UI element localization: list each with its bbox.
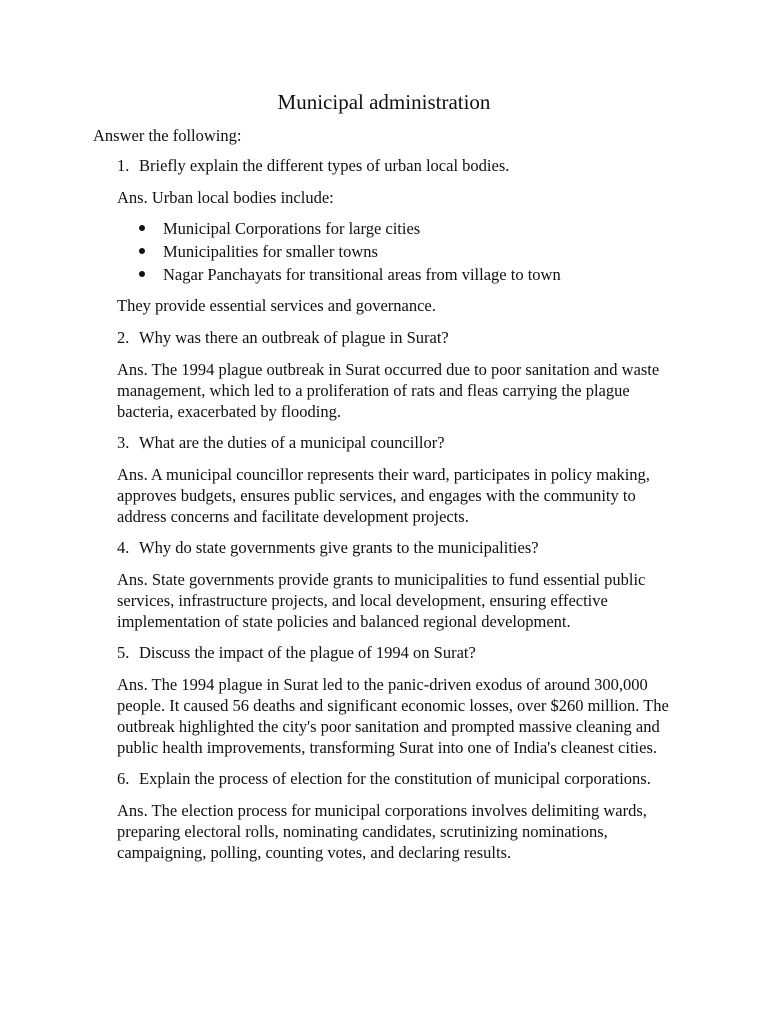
question-6 <box>117 768 677 789</box>
intro-text: Answer the following: <box>93 126 242 145</box>
answer-1-tail: They provide essential services and governance. <box>117 296 436 315</box>
answer-4: Ans. State governments provide grants to municipalities to fund essential public services, infrastructure projects, and local development, ensuring effective implementation of state policies and balanced regional development. <box>117 570 646 631</box>
answer-5: Ans. The 1994 plague in Surat led to the panic-driven exodus of around 300,000 people. It caused 56 deaths and significant economic losses, over $260 million. The outbreak highlighted the city's poor sanitation and prompted massive cleaning and public health improvements, transforming Surat into one of India's cleanest cities. <box>117 675 669 757</box>
bullet-text: Nagar Panchayats for transitional areas from village to town <box>163 265 561 284</box>
bullet-item <box>117 218 677 239</box>
question-number: 1. <box>117 156 130 175</box>
page-title: Municipal administration <box>277 90 491 114</box>
question-2 <box>117 327 677 348</box>
qa-list <box>117 155 677 873</box>
question-4 <box>117 537 677 558</box>
question-number: 4. <box>117 538 130 557</box>
question-number: 2. <box>117 328 130 347</box>
answer-6: Ans. The election process for municipal corporations involves delimiting wards, preparing electoral rolls, nominating candidates, scrutinizing nominations, campaigning, polling, counting votes, and declaring results. <box>117 801 647 862</box>
bullet-text: Municipalities for smaller towns <box>163 242 378 261</box>
question-5 <box>117 642 677 663</box>
bullet-item <box>117 264 677 285</box>
bullet-item <box>117 241 677 262</box>
question-text: What are the duties of a municipal councillor? <box>139 433 445 452</box>
question-3 <box>117 432 677 453</box>
question-text: Discuss the impact of the plague of 1994 on Surat? <box>139 643 476 662</box>
bullet-icon <box>139 271 145 277</box>
answer-1-bullet-list <box>117 218 677 285</box>
question-text: Briefly explain the different types of urban local bodies. <box>139 156 510 175</box>
answer-2: Ans. The 1994 plague outbreak in Surat occurred due to poor sanitation and waste management, which led to a proliferation of rats and fleas carrying the plague bacteria, exacerbated by flooding. <box>117 360 660 421</box>
question-number: 6. <box>117 769 130 788</box>
question-number: 3. <box>117 433 130 452</box>
bullet-text: Municipal Corporations for large cities <box>163 219 421 238</box>
answer-1-intro: Ans. Urban local bodies include: <box>117 188 334 207</box>
question-text: Explain the process of election for the constitution of municipal corporations. <box>139 769 651 788</box>
bullet-icon <box>139 248 145 254</box>
question-number: 5. <box>117 643 130 662</box>
question-text: Why was there an outbreak of plague in Surat? <box>139 328 449 347</box>
bullet-icon <box>139 225 145 231</box>
answer-3: Ans. A municipal councillor represents their ward, participates in policy making, approves budgets, ensures public services, and engages with the community to address concerns and facilitate development projects. <box>117 465 650 526</box>
question-1 <box>117 155 677 176</box>
question-text: Why do state governments give grants to the municipalities? <box>139 538 539 557</box>
